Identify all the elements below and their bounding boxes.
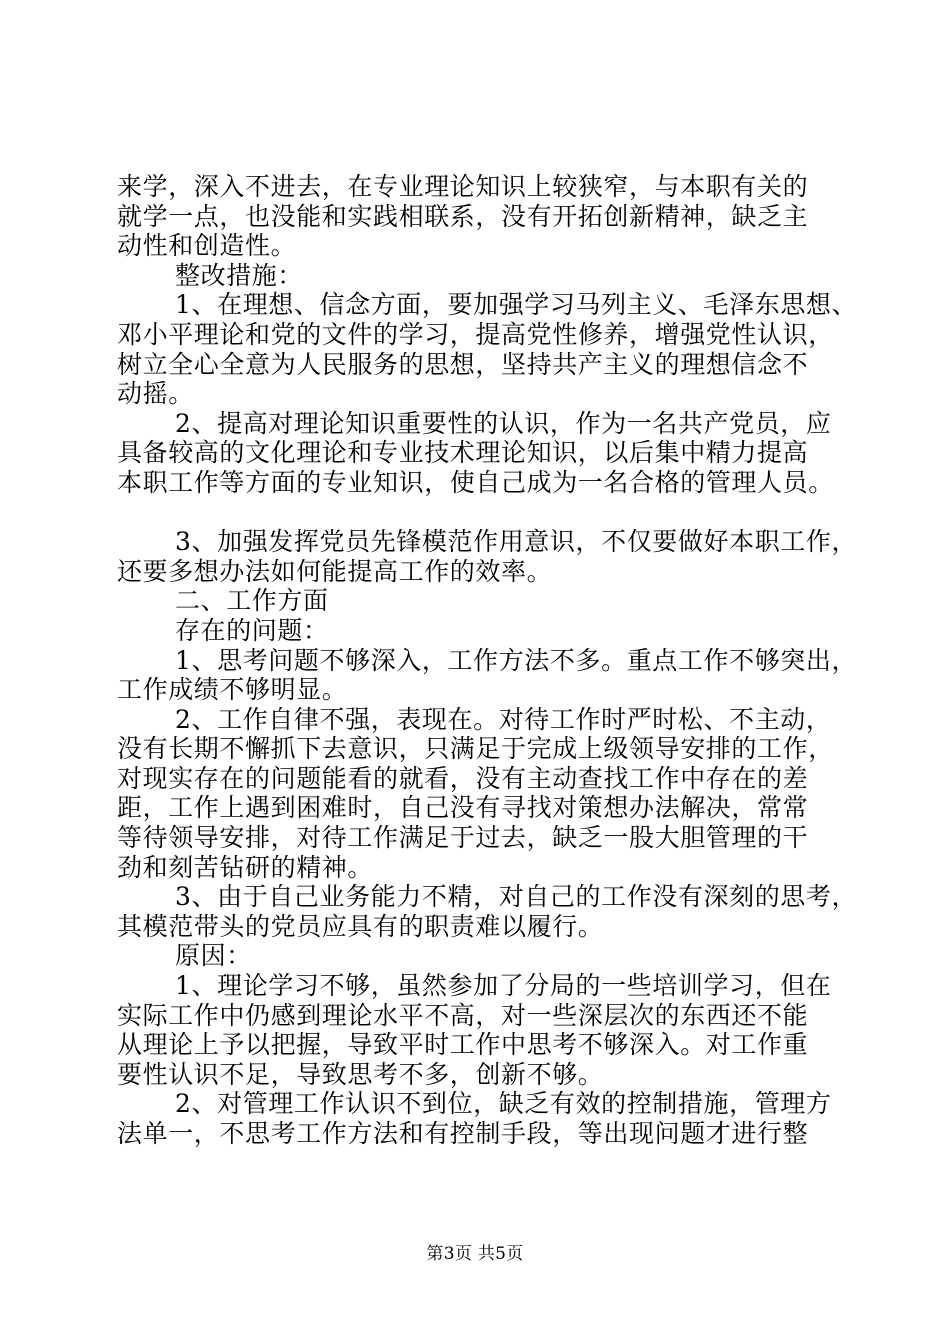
text-line: 2、对管理工作认识不到位，缺乏有效的控制措施，管理方: [175, 1089, 832, 1119]
text-line: 原因：: [175, 941, 252, 971]
page-footer: 第3页 共5页: [426, 1244, 524, 1264]
text-line: 来学，深入不进去，在专业理论知识上较狭窄，与本职有关的: [117, 172, 809, 201]
text-line: 2、工作自律不强，表现在。对待工作时严时松、不主动，: [175, 704, 832, 734]
text-line: 动性和创造性。: [117, 231, 297, 261]
text-line: 邓小平理论和党的文件的学习，提高党性修养，增强党性认识，: [117, 319, 834, 349]
text-line: 从理论上予以把握，导致平时工作中思考不够深入。对工作重: [117, 1030, 809, 1060]
text-line: 劲和刻苦钻研的精神。: [117, 852, 374, 882]
text-line: 实际工作中仍感到理论水平不高，对一些深层次的东西还不能: [117, 1000, 809, 1030]
text-line: 整改措施：: [175, 260, 304, 290]
text-line: 要性认识不足，导致思考不多，创新不够。: [117, 1059, 604, 1089]
text-line: 其模范带头的党员应具有的职责难以履行。: [117, 911, 604, 941]
text-line: 二、工作方面: [175, 586, 329, 616]
text-line: 存在的问题：: [175, 615, 329, 645]
text-line: 还要多想办法如何能提高工作的效率。: [117, 556, 553, 586]
text-line: 1、思考问题不够深入，工作方法不多。重点工作不够突出，: [175, 645, 858, 675]
text-line: 动摇。: [117, 379, 194, 409]
text-line: 对现实存在的问题能看的就看，没有主动查找工作中存在的差: [117, 763, 809, 793]
text-line: 没有长期不懈抓下去意识，只满足于完成上级领导安排的工作，: [117, 734, 834, 764]
text-line: 3、加强发挥党员先锋模范作用意识，不仅要做好本职工作，: [175, 527, 858, 557]
text-line: 具备较高的文化理论和专业技术理论知识，以后集中精力提高: [117, 438, 809, 468]
text-line: 树立全心全意为人民服务的思想，坚持共产主义的理想信念不: [117, 349, 809, 379]
text-line: 本职工作等方面的专业知识，使自己成为一名合格的管理人员。: [117, 467, 834, 497]
text-line: 就学一点，也没能和实践相联系，没有开拓创新精神，缺乏主: [117, 201, 809, 231]
text-line: 2、提高对理论知识重要性的认识，作为一名共产党员，应: [175, 408, 832, 438]
text-line: 工作成绩不够明显。: [117, 675, 348, 705]
document-body: [117, 172, 858, 1149]
text-line: 法单一，不思考工作方法和有控制手段，等出现问题才进行整: [117, 1119, 809, 1148]
text-line: 距，工作上遇到困难时，自己没有寻找对策想办法解决，常常: [117, 793, 809, 823]
text-line: 3、由于自己业务能力不精，对自己的工作没有深刻的思考，: [175, 882, 858, 912]
text-line: 1、理论学习不够，虽然参加了分局的一些培训学习，但在: [175, 971, 832, 1001]
text-line: 等待领导安排，对待工作满足于过去，缺乏一股大胆管理的干: [117, 823, 809, 853]
blank-line: [117, 498, 847, 528]
text-line: 1、在理想、信念方面，要加强学习马列主义、毛泽东思想、: [175, 290, 858, 320]
